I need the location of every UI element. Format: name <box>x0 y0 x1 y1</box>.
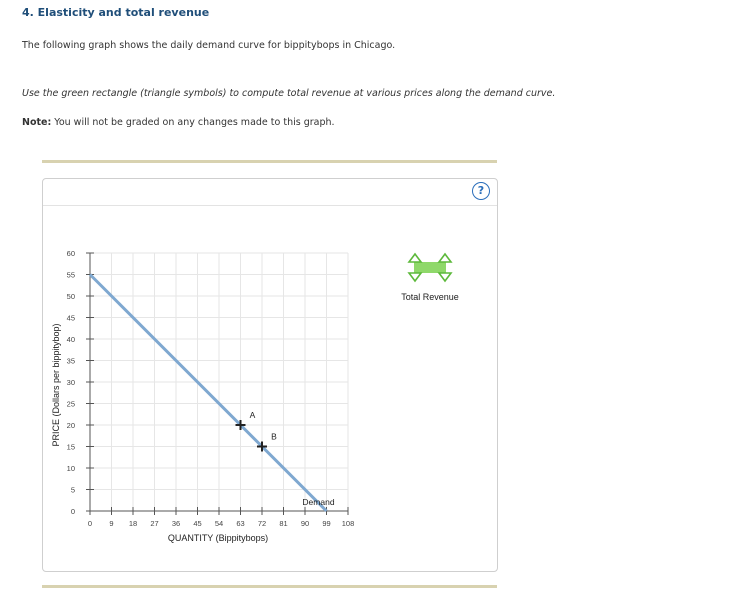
y-tick-label: 50 <box>66 292 75 301</box>
y-tick-label: 15 <box>66 442 75 452</box>
point-a[interactable] <box>236 410 256 430</box>
intro-text: The following graph shows the daily demand curve for bippitybops in Chicago. <box>22 40 396 51</box>
x-axis-label: QUANTITY (Bippitybops) <box>167 533 269 543</box>
chart-series <box>90 275 335 512</box>
y-tick-label: 60 <box>66 249 75 258</box>
x-tick-label: 54 <box>214 519 224 528</box>
note-body: You will not be graded on any changes made to this graph. <box>51 117 335 128</box>
y-tick-label: 35 <box>66 356 75 366</box>
chart-axes <box>86 253 348 515</box>
y-tick-label: 40 <box>66 335 75 344</box>
y-tick-label: 30 <box>66 378 75 387</box>
y-tick-label: 10 <box>66 464 75 473</box>
total-revenue-label: Total Revenue <box>401 292 459 302</box>
note-label: Note: <box>22 117 52 128</box>
y-tick-label: 55 <box>66 270 75 280</box>
total-revenue-tool[interactable] <box>401 254 459 302</box>
demand-curve <box>90 275 327 512</box>
x-tick-label: 90 <box>300 519 310 528</box>
help-icon[interactable]: ? <box>472 182 490 200</box>
instruction-text: Use the green rectangle (triangle symbols) to compute total revenue at various prices along the demand curve. <box>22 88 556 99</box>
point-label: A <box>249 410 256 420</box>
y-tick-label: 5 <box>70 485 75 495</box>
y-tick-labels <box>67 249 75 516</box>
point-b[interactable] <box>257 432 277 452</box>
x-tick-label: 18 <box>128 519 138 528</box>
x-tick-label: 99 <box>322 519 331 528</box>
x-tick-label: 81 <box>279 519 288 528</box>
chart-grid <box>90 253 348 511</box>
x-tick-labels <box>88 519 354 528</box>
y-axis-label: PRICE (Dollars per bippitybop) <box>51 323 61 447</box>
point-label: B <box>271 431 277 442</box>
chart-points[interactable] <box>236 410 278 452</box>
x-tick-label: 36 <box>171 519 181 528</box>
x-tick-label: 63 <box>236 519 245 528</box>
x-tick-label: 45 <box>193 519 202 528</box>
bottom-divider <box>42 585 497 588</box>
green-rectangle-triangles-icon[interactable] <box>409 254 451 281</box>
x-tick-label: 108 <box>341 519 355 528</box>
y-tick-label: 45 <box>66 313 75 323</box>
y-tick-label: 20 <box>66 421 75 430</box>
y-tick-label: 0 <box>70 507 75 516</box>
x-tick-label: 72 <box>257 519 267 528</box>
question-title: 4. Elasticity and total revenue <box>22 6 210 19</box>
demand-curve-label: Demand <box>302 497 335 507</box>
y-tick-label: 25 <box>66 399 75 409</box>
x-tick-label: 0 <box>87 519 93 528</box>
x-tick-label: 27 <box>150 519 159 528</box>
x-tick-label: 9 <box>109 519 114 528</box>
